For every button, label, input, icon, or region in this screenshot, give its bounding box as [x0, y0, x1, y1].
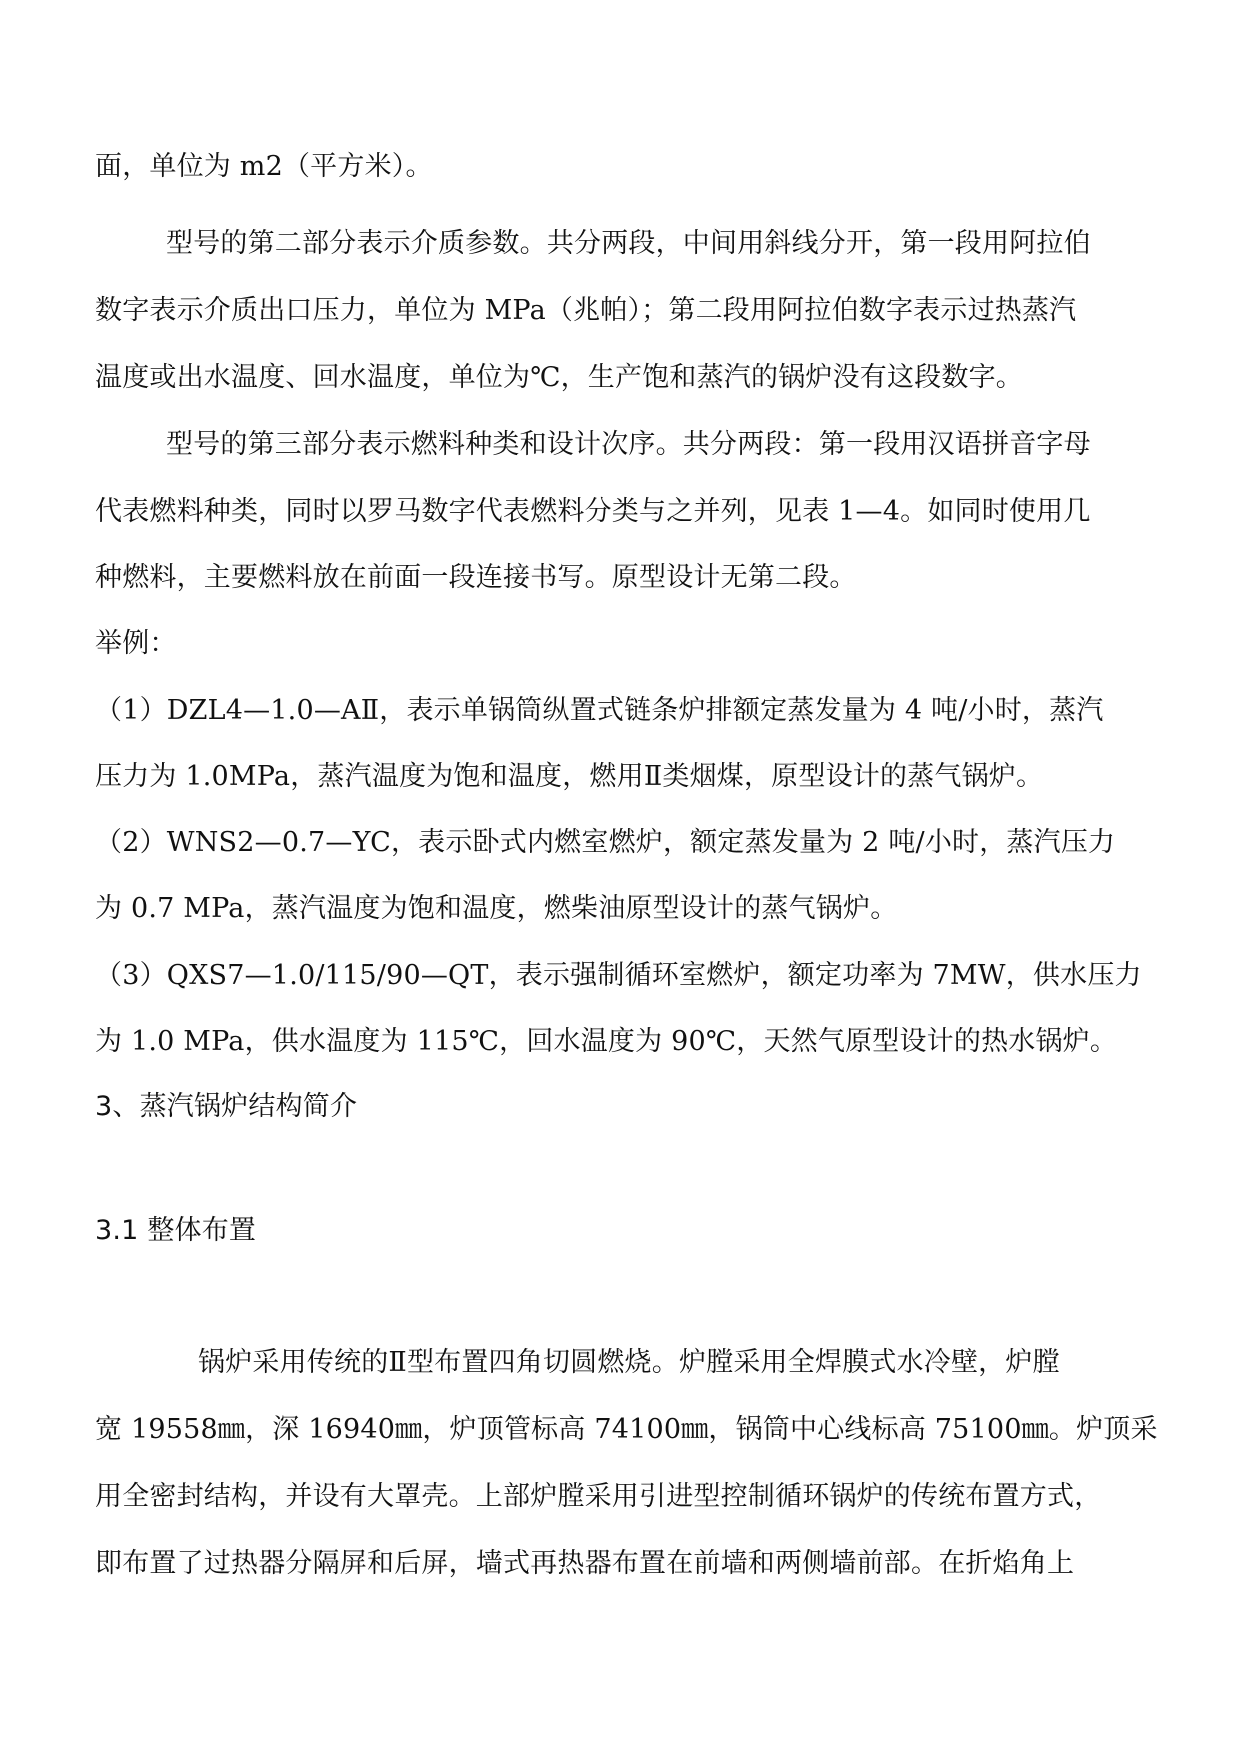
paragraph-line: 宽 19558㎜，深 16940㎜，炉顶管标高 74100㎜，锅筒中心线标高 75100㎜。炉顶采 — [95, 1414, 1158, 1445]
paragraph-line: 温度或出水温度、回水温度，单位为℃，生产饱和蒸汽的锅炉没有这段数字。 — [95, 362, 1024, 393]
paragraph-line: 数字表示介质出口压力，单位为 MPa（兆帕）；第二段用阿拉伯数字表示过热蒸汽 — [95, 295, 1077, 326]
paragraph-line: 型号的第三部分表示燃料种类和设计次序。共分两段：第一段用汉语拼音字母 — [166, 429, 1091, 460]
paragraph-line: 型号的第二部分表示介质参数。共分两段，中间用斜线分开，第一段用阿拉伯 — [166, 228, 1091, 259]
subsection-heading: 3.1 整体布置 — [95, 1215, 257, 1246]
example-line: 为 0.7 MPa，蒸汽温度为饱和温度，燃柴油原型设计的蒸气锅炉。 — [95, 893, 898, 924]
section-heading: 3、蒸汽锅炉结构简介 — [95, 1091, 358, 1122]
paragraph-line: 种燃料，主要燃料放在前面一段连接书写。原型设计无第二段。 — [95, 562, 857, 593]
example-line: （1）DZL4—1.0—AⅡ，表示单锅筒纵置式链条炉排额定蒸发量为 4 吨/小时，蒸汽 — [95, 695, 1104, 726]
paragraph-line: 锅炉采用传统的Ⅱ型布置四角切圆燃烧。炉膛采用全焊膜式水冷壁，炉膛 — [198, 1347, 1060, 1378]
paragraph-line: 用全密封结构，并设有大罩壳。上部炉膛采用引进型控制循环锅炉的传统布置方式， — [95, 1481, 1102, 1512]
example-line: （3）QXS7—1.0/115/90—QT，表示强制循环室燃炉，额定功率为 7MW，供水压力 — [95, 960, 1142, 991]
paragraph-line: 代表燃料种类，同时以罗马数字代表燃料分类与之并列，见表 1—4。如同时使用几 — [95, 496, 1091, 527]
example-line: 压力为 1.0MPa，蒸汽温度为饱和温度，燃用Ⅱ类烟煤，原型设计的蒸气锅炉。 — [95, 761, 1044, 792]
example-line: （2）WNS2—0.7—YC，表示卧式内燃室燃炉，额定蒸发量为 2 吨/小时，蒸汽压力 — [95, 827, 1116, 858]
paragraph-line: 即布置了过热器分隔屏和后屏，墙式再热器布置在前墙和两侧墙前部。在折焰角上 — [95, 1548, 1075, 1579]
paragraph-line: 面，单位为 m2（平方米）。 — [95, 151, 433, 182]
example-line: 为 1.0 MPa，供水温度为 115℃，回水温度为 90℃，天然气原型设计的热水锅炉。 — [95, 1026, 1118, 1057]
example-heading: 举例： — [95, 628, 177, 659]
